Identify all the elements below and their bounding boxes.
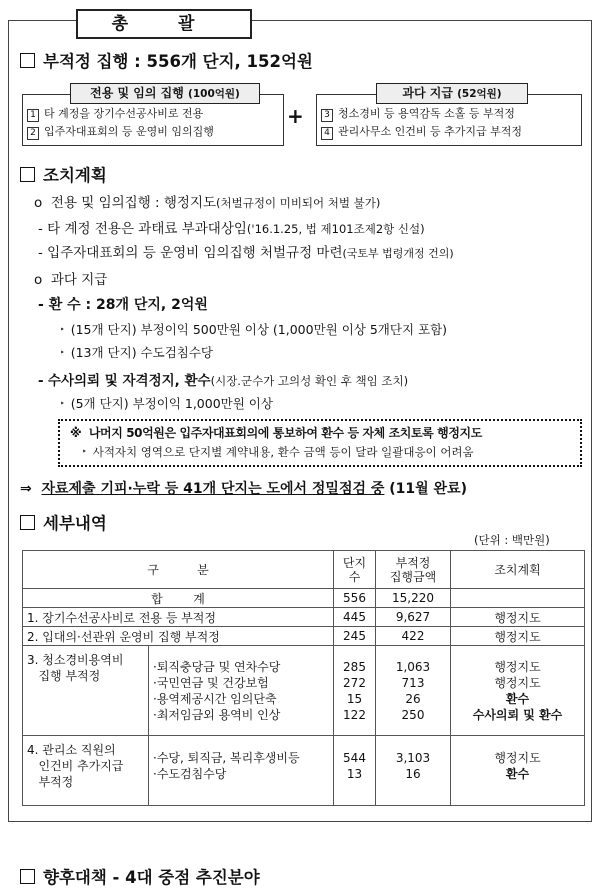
plus-sign: + bbox=[287, 104, 304, 128]
detail-table bbox=[22, 550, 585, 806]
sub-action: 수사의뢰 및 환수 bbox=[472, 707, 563, 722]
group-left-item-2 bbox=[27, 123, 214, 140]
item-text: 입주자대표회의 등 운영비 임의집행 bbox=[44, 125, 214, 138]
total-label: 합 계 bbox=[23, 589, 334, 608]
detail-text: 환 수 : 28개 단지, 2억원 bbox=[48, 297, 208, 313]
action-2 bbox=[34, 268, 107, 288]
row-4-subs bbox=[149, 736, 334, 806]
checkbox-square-icon bbox=[20, 869, 35, 884]
detail-text: 입주자대표회의 등 운영비 임의집행 처벌규정 마련 bbox=[47, 245, 343, 261]
dash-marker: - bbox=[38, 373, 44, 389]
detail-text: 수사의뢰 및 자격정지, 환수 bbox=[47, 373, 211, 389]
checkbox-square-icon bbox=[20, 167, 35, 182]
row-label: 2. 입대의·선관위 운영비 집행 부적정 bbox=[23, 627, 334, 646]
arrow-icon: ⇒ bbox=[20, 481, 32, 497]
unit-label: (단위 : 백만원) bbox=[474, 533, 550, 547]
section-4-heading bbox=[20, 864, 260, 888]
total-amount: 15,220 bbox=[376, 589, 451, 608]
sub-action: 환수 bbox=[505, 691, 530, 706]
sub-amount: 26 bbox=[405, 691, 421, 706]
sub-action: 행정지도 bbox=[494, 659, 541, 674]
sub-count: 285 bbox=[343, 659, 366, 674]
item-text: (13개 단지) 수도검침수당 bbox=[70, 345, 214, 360]
triangle-marker: ‣ bbox=[60, 348, 65, 357]
checkbox-square-icon bbox=[20, 53, 35, 68]
row-amount: 422 bbox=[376, 627, 451, 646]
group-right-item-4 bbox=[321, 123, 522, 140]
row-action: 행정지도 bbox=[451, 627, 585, 646]
sub-item: ·수당, 퇴직금, 복리후생비등 bbox=[153, 751, 300, 765]
dash-marker: - bbox=[38, 245, 43, 261]
action-1-sub: (처벌규정이 미비되어 처벌 불가) bbox=[216, 196, 381, 210]
group-right-item-3 bbox=[321, 105, 515, 122]
item-text: 청소경비 등 용역감독 소홀 등 부적정 bbox=[338, 107, 515, 120]
header-category: 구 분 bbox=[23, 551, 334, 589]
group-left-title-text: 전용 및 임의 집행 bbox=[90, 86, 184, 100]
action-2-detail-2 bbox=[38, 369, 408, 389]
item-text: 관리사무소 인건비 등 추가지급 부적정 bbox=[338, 125, 523, 138]
action-1 bbox=[34, 191, 380, 211]
sub-count: 122 bbox=[343, 707, 366, 722]
arrow-line-rest: (11월 완료) bbox=[389, 481, 468, 497]
bullet-marker: o bbox=[34, 195, 43, 211]
table-row-3 bbox=[23, 646, 585, 736]
row-4-actions bbox=[451, 736, 585, 806]
sub-item: ·용역제공시간 임의단축 bbox=[153, 691, 277, 706]
sub-count: 544 bbox=[343, 751, 366, 765]
triangle-marker: ‣ bbox=[60, 399, 65, 408]
group-right-title bbox=[376, 83, 528, 104]
sub-action: 행정지도 bbox=[494, 751, 541, 765]
triangle-marker: ‣ bbox=[82, 447, 87, 456]
row-action: 행정지도 bbox=[451, 608, 585, 627]
sub-action: 환수 bbox=[505, 767, 530, 781]
action-2-detail-1-item-2 bbox=[60, 343, 213, 361]
page-title: 총 괄 bbox=[76, 9, 252, 39]
action-1-detail-1 bbox=[38, 217, 425, 237]
row-3-actions bbox=[451, 646, 585, 736]
group-right-title-text: 과다 지급 bbox=[402, 86, 453, 100]
sub-item: ·국민연금 및 건강보험 bbox=[153, 675, 269, 690]
item-text: 타 계정을 장기수선공사비로 전용 bbox=[44, 107, 204, 120]
detail-sub: ('16.1.25, 법 제101조제2항 신설) bbox=[246, 222, 425, 236]
sub-item: ·퇴직충당금 및 연차수당 bbox=[153, 659, 281, 674]
header-action: 조치계획 bbox=[451, 551, 585, 589]
action-2-main: 과다 지급 bbox=[50, 272, 108, 288]
arrow-line bbox=[20, 478, 467, 498]
sub-amount: 3,103 bbox=[395, 751, 431, 765]
item-text: (5개 단지) 부정이익 1,000만원 이상 bbox=[70, 396, 273, 411]
row-count: 245 bbox=[334, 627, 376, 646]
table-row-total bbox=[23, 589, 585, 608]
header-count: 단지 수 bbox=[334, 551, 376, 589]
item-number: 4 bbox=[321, 127, 333, 140]
item-number: 1 bbox=[27, 109, 39, 122]
section-3-text: 세부내역 bbox=[43, 514, 107, 533]
group-left-amount: (100억원) bbox=[188, 88, 240, 100]
row-4-counts bbox=[334, 736, 376, 806]
note-main bbox=[70, 424, 482, 441]
section-2-text: 조치계획 bbox=[43, 166, 107, 185]
arrow-line-underlined: 자료제출 기피·누락 등 41개 단지는 도에서 정밀점검 중 bbox=[41, 481, 385, 497]
detail-sub: (국토부 법령개정 건의) bbox=[342, 247, 454, 260]
dash-marker: - bbox=[38, 297, 44, 313]
sub-action: 행정지도 bbox=[494, 675, 541, 690]
sub-amount: 16 bbox=[405, 767, 421, 781]
sub-amount: 713 bbox=[401, 675, 425, 690]
section-3-heading bbox=[20, 510, 107, 534]
item-number: 3 bbox=[321, 109, 333, 122]
group-left-title bbox=[70, 83, 260, 104]
detail-text: 타 계정 전용은 과태료 부과대상임 bbox=[47, 221, 247, 237]
table-row-4 bbox=[23, 736, 585, 806]
dash-marker: - bbox=[38, 221, 43, 237]
item-number: 2 bbox=[27, 127, 39, 140]
group-left-item-1 bbox=[27, 105, 203, 122]
table-row bbox=[23, 608, 585, 627]
bullet-marker: o bbox=[34, 272, 43, 288]
checkbox-square-icon bbox=[20, 515, 35, 530]
note-text: 나머지 50억원은 입주자대표회의에 통보하여 환수 등 자체 조치토록 행정지도 bbox=[88, 426, 482, 440]
section-1-text: 부적정 집행 : 556개 단지, 152억원 bbox=[43, 52, 313, 71]
row-3-label: 3. 청소경비용역비 집행 부적정 bbox=[23, 646, 149, 736]
row-count: 445 bbox=[334, 608, 376, 627]
sub-count: 272 bbox=[343, 675, 366, 690]
row-3-counts bbox=[334, 646, 376, 736]
sub-item: ·최저임금외 용역비 인상 bbox=[153, 707, 281, 722]
row-4-label: 4. 관리소 직원의 인건비 추가지급 부적정 bbox=[23, 736, 149, 806]
sub-count: 13 bbox=[346, 767, 363, 781]
section-4-text: 향후대책 - 4대 중점 추진분야 bbox=[43, 868, 260, 887]
row-4-amounts bbox=[376, 736, 451, 806]
total-count: 556 bbox=[334, 589, 376, 608]
note-marker: ※ bbox=[70, 426, 82, 440]
action-2-detail-2-item-1 bbox=[60, 394, 273, 412]
table-header-row bbox=[23, 551, 585, 589]
note-box bbox=[58, 419, 582, 467]
group-right-amount: (52억원) bbox=[457, 88, 502, 100]
total-action bbox=[451, 589, 585, 608]
row-3-amounts bbox=[376, 646, 451, 736]
sub-amount: 1,063 bbox=[395, 659, 431, 674]
action-2-detail-1 bbox=[38, 294, 208, 314]
note-sub-text: 사적자치 영역으로 단지별 계약내용, 환수 금액 등이 달라 일괄대응이 어려움 bbox=[92, 445, 474, 459]
sub-amount: 250 bbox=[401, 707, 425, 722]
detail-sub: (시장.군수가 고의성 확인 후 책임 조치) bbox=[210, 374, 409, 388]
action-1-main: 전용 및 임의집행 : 행정지도 bbox=[50, 195, 217, 211]
item-text: (15개 단지) 부정이익 500만원 이상 (1,000만원 이상 5개단지 포함) bbox=[70, 322, 448, 337]
table-row bbox=[23, 627, 585, 646]
sub-count: 15 bbox=[346, 691, 363, 706]
action-2-detail-1-item-1 bbox=[60, 320, 447, 338]
row-amount: 9,627 bbox=[376, 608, 451, 627]
sub-item: ·수도검침수당 bbox=[153, 767, 227, 781]
section-1-heading bbox=[20, 48, 313, 72]
header-amount: 부적정 집행금액 bbox=[376, 551, 451, 589]
section-2-heading bbox=[20, 162, 107, 186]
triangle-marker: ‣ bbox=[60, 325, 65, 334]
action-1-detail-2 bbox=[38, 241, 454, 261]
note-sub bbox=[82, 444, 474, 460]
row-3-subs bbox=[149, 646, 334, 736]
row-label: 1. 장기수선공사비로 전용 등 부적정 bbox=[23, 608, 334, 627]
